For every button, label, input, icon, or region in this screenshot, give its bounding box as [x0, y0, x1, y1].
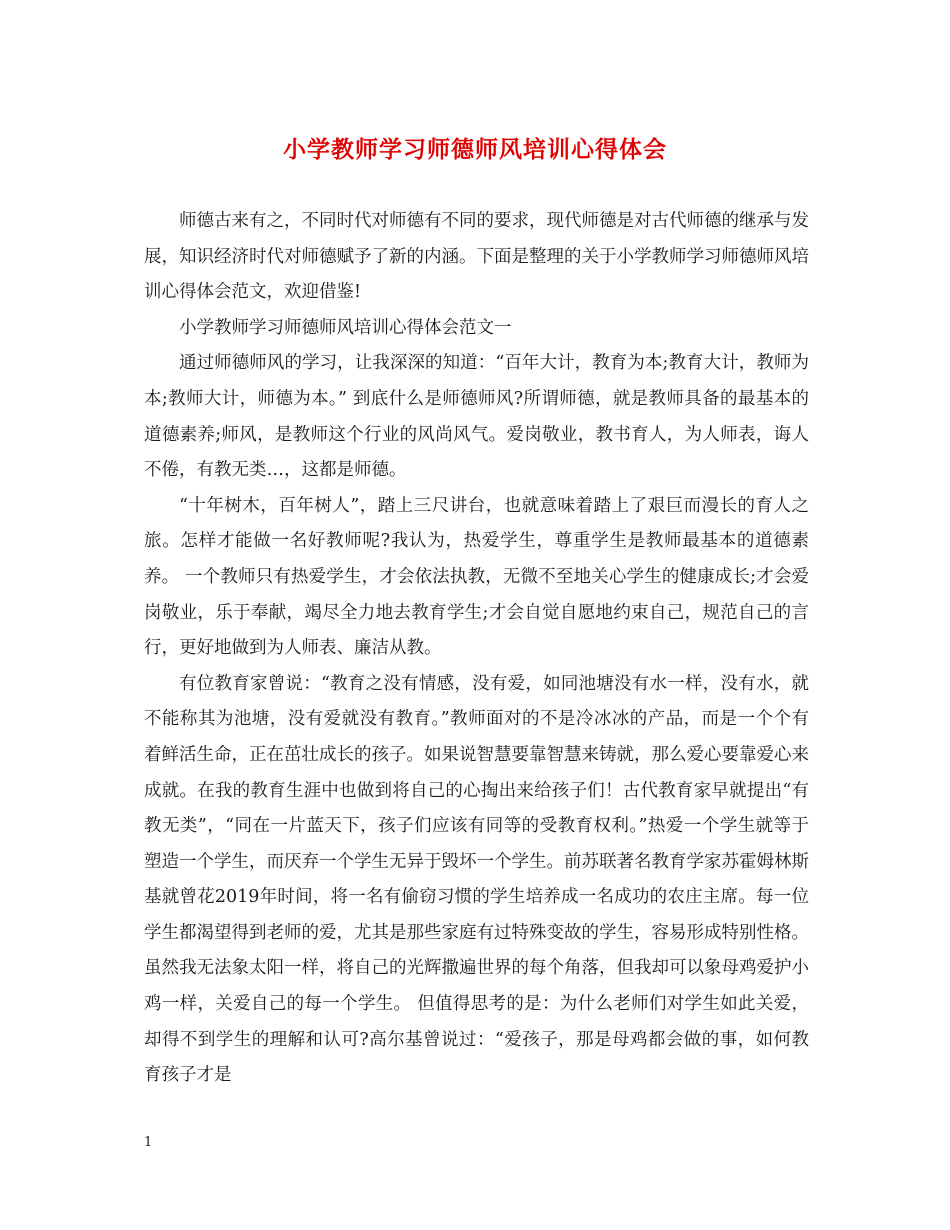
body-paragraph: 有位教育家曾说：“教育之没有情感，没有爱，如同池塘没有水一样，没有水，就不能称其为池塘，没有爱就没有教育。”教师面对的不是冷冰冰的产品，而是一个个有着鲜活生命，正在茁壮成长的孩子。如果说智慧要靠智慧来铸就，那么爱心要靠爱心来成就。在我的教育生涯中也做到将自己的心掏出来给孩子们！古代教育家早就提出“有教无类”，“同在一片蓝天下，孩子们应该有同等的受教育权利。”热爱一个学生就等于塑造一个学生，而厌弃一个学生无异于毁坏一个学生。前苏联著名教育学家苏霍姆林斯基就曾花2019年时间，将一名有偷窃习惯的学生培养成一名成功的农庄主席。每一位学生都渴望得到老师的爱，尤其是那些家庭有过特殊变故的学生，容易形成特别性格。虽然我无法象太阳一样，将自己的光辉撒遍世界的每个角落，但我却可以象母鸡爱护小鸡一样，关爱自己的每一个学生。 但值得思考的是：为什么老师们对学生如此关爱，却得不到学生的理解和认可?高尔基曾说过：“爱孩子，那是母鸡都会做的事，如何教育孩子才是: [144, 673, 809, 1086]
body-paragraph: 通过师德师风的学习，让我深深的知道：“百年大计，教育为本;教育大计，教师为本;教师大计，师德为本。” 到底什么是师德师风?所谓师德，就是教师具备的最基本的道德素养;师风，是教师这个行业的风尚风气。爱岗敬业，教书育人，为人师表，诲人不倦，有教无类…，这都是师德。: [144, 353, 809, 481]
body-paragraph: “十年树木，百年树人”，踏上三尺讲台，也就意味着踏上了艰巨而漫长的育人之旅。怎样才能做一名好教师呢?我认为，热爱学生，尊重学生是教师最基本的道德素养。 一个教师只有热爱学生，才会依法执教，无微不至地关心学生的健康成长;才会爱岗敬业，乐于奉献，竭尽全力地去教育学生;才会自觉自愿地约束自己，规范自己的言行，更好地做到为人师表、廉洁从教。: [144, 495, 809, 659]
document-title: 小学教师学习师德师风培训心得体会: [283, 136, 667, 163]
page-number: 1: [144, 1135, 153, 1150]
section-heading: 小学教师学习师德师风培训心得体会范文一: [179, 317, 512, 338]
document-body: [144, 204, 809, 1094]
intro-paragraph: 师德古来有之，不同时代对师德有不同的要求，现代师德是对古代师德的继承与发展，知识经济时代对师德赋予了新的内涵。下面是整理的关于小学教师学习师德师风培训心得体会范文，欢迎借鉴!: [144, 211, 809, 303]
